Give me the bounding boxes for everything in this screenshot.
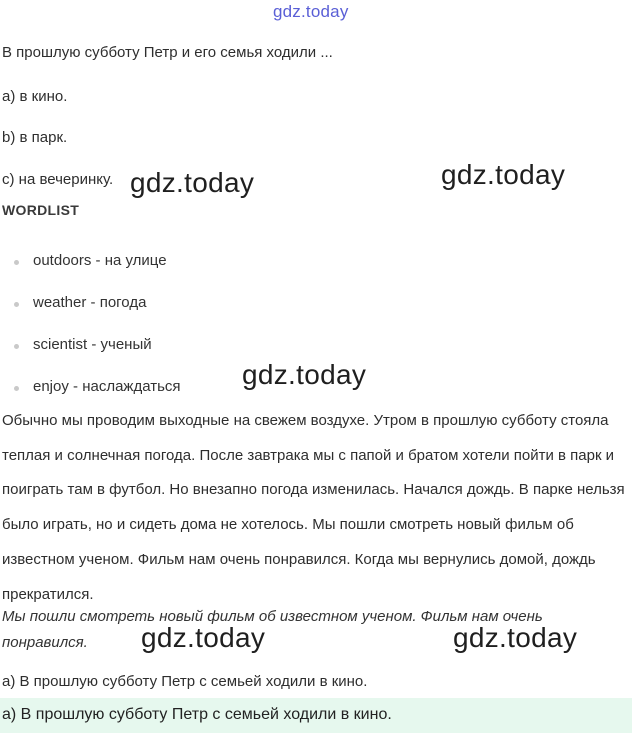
bullet-icon [14, 302, 19, 307]
bullet-icon [14, 386, 19, 391]
watermark: gdz.today [453, 622, 578, 653]
bullet-icon [14, 344, 19, 349]
answer-highlight-box [0, 698, 632, 733]
watermark: gdz.today [242, 359, 367, 390]
reading-text: Обычно мы проводим выходные на свежем воздухе. Утром в прошлую субботу стояла теплая и солнечная погода. После завтрака мы с папой и братом хотели пойти в парк и поиграть там в футбол. Но внезапно погода изменилась. Начался дождь. В парке нельзя было играть, но и сидеть дома не хотелось. Мы пошли смотреть новый фильм об известном ученом. Фильм нам очень понравился. Когда мы вернулись домой, дождь прекратился. [2, 412, 625, 603]
answer-quote: Мы пошли смотреть новый фильм об известном ученом. Фильм нам очень понравился. [2, 608, 543, 651]
option-b: b) в парк. [2, 129, 68, 146]
answer-highlight-text: a) В прошлую субботу Петр с семьей ходили в кино. [2, 706, 392, 723]
bullet-icon [14, 260, 19, 265]
option-a: a) в кино. [2, 88, 68, 105]
wordlist-title: WORDLIST [2, 202, 80, 218]
watermark: gdz.today [141, 622, 266, 653]
wordlist-item: scientist - ученый [33, 336, 152, 353]
watermark: gdz.today [441, 159, 566, 190]
question-text: В прошлую субботу Петр и его семья ходили ... [2, 44, 333, 61]
option-c: c) на вечеринку. [2, 171, 114, 188]
wordlist-item: enjoy - наслаждаться [33, 378, 181, 395]
answer-text: a) В прошлую субботу Петр с семьей ходили в кино. [2, 673, 368, 690]
wordlist-item: weather - погода [33, 294, 147, 311]
wordlist-item: outdoors - на улице [33, 252, 167, 269]
watermark: gdz.today [130, 167, 255, 198]
site-logo[interactable]: gdz.today [273, 2, 349, 21]
